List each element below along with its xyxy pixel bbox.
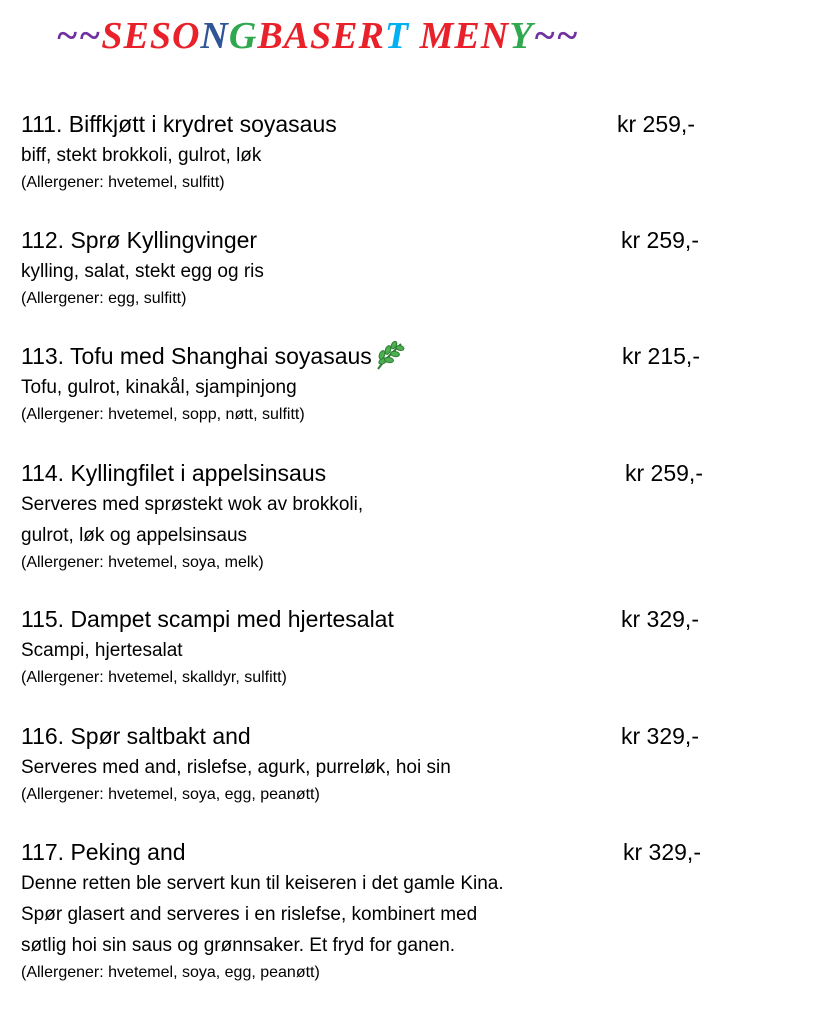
menu-item-description: biff, stekt brokkoli, gulrot, løk: [21, 145, 262, 166]
title-letter: ~: [56, 15, 79, 57]
menu-item: [21, 603, 721, 690]
title-letter: ~: [533, 15, 557, 57]
menu-item-name: [21, 836, 186, 868]
menu-item-allergens: (Allergener: hvetemel, soya, egg, peanøtt): [21, 786, 320, 803]
menu-item: [21, 720, 721, 807]
menu-item-allergens: (Allergener: hvetemel, sopp, nøtt, sulfitt): [21, 406, 305, 423]
title-letter: S: [101, 15, 124, 57]
leaf-icon: [374, 340, 406, 372]
title-letter: ~: [556, 15, 579, 57]
title-letter: Y: [509, 15, 534, 57]
menu-item-header: [21, 108, 721, 140]
menu-item-price: kr 259,-: [617, 111, 695, 137]
menu-item-name: [21, 457, 326, 489]
menu-item: [21, 457, 721, 575]
menu-item-allergens: (Allergener: hvetemel, soya, melk): [21, 554, 264, 571]
menu-item-name-text: 117. Peking and: [21, 839, 186, 865]
menu-item-price: kr 215,-: [622, 343, 700, 369]
menu-item-description: Scampi, hjertesalat: [21, 640, 183, 661]
menu-item-name: [21, 108, 337, 140]
menu-item-header: [21, 340, 721, 372]
menu-item-name: [21, 340, 406, 372]
menu-item-price: kr 259,-: [621, 227, 699, 253]
menu-item-description: Tofu, gulrot, kinakål, sjampinjong: [21, 377, 297, 398]
title-letter: E: [454, 15, 481, 57]
menu-item-price: kr 329,-: [621, 723, 699, 749]
title-letter: ~: [78, 15, 102, 57]
menu-item-name-text: 113. Tofu med Shanghai soyasaus: [21, 343, 372, 369]
menu-item-description: Spør glasert and serveres i en rislefse, kombinert med: [21, 904, 478, 925]
menu-item-name-text: 116. Spør saltbakt and: [21, 723, 251, 749]
menu-title: [56, 14, 579, 58]
menu-item-header: [21, 720, 721, 752]
menu-item-header: [21, 457, 721, 489]
menu-item-description: gulrot, løk og appelsinsaus: [21, 525, 248, 546]
title-letter: E: [332, 15, 359, 57]
menu-item-description: Serveres med sprøstekt wok av brokkoli,: [21, 494, 364, 515]
menu-item-allergens: (Allergener: hvetemel, soya, egg, peanøtt): [21, 964, 320, 981]
menu-item-price: kr 329,-: [623, 839, 701, 865]
menu-item-header: [21, 603, 721, 635]
title-letter: N: [480, 15, 510, 57]
title-letter: T: [384, 15, 410, 57]
menu-item: [21, 224, 721, 311]
title-letter: S: [310, 15, 333, 57]
title-letter: E: [123, 15, 150, 57]
title-letter: G: [228, 15, 258, 57]
menu-item: [21, 340, 721, 427]
title-letter: [409, 14, 420, 58]
menu-item: [21, 836, 721, 985]
title-letter: O: [171, 15, 201, 57]
title-letter: N: [200, 15, 229, 57]
menu-item-name-text: 115. Dampet scampi med hjertesalat: [21, 606, 394, 632]
menu-item-name: [21, 224, 257, 256]
menu-item-allergens: (Allergener: hvetemel, sulfitt): [21, 174, 225, 191]
menu-item-allergens: (Allergener: egg, sulfitt): [21, 290, 187, 307]
title-letter: M: [419, 15, 455, 57]
menu-item-description: Serveres med and, rislefse, agurk, purreløk, hoi sin: [21, 757, 451, 778]
menu-item-header: [21, 836, 721, 868]
menu-item-name-text: 111. Biffkjøtt i krydret soyasaus: [21, 111, 337, 137]
title-letter: S: [149, 15, 172, 57]
menu-item-header: [21, 224, 721, 256]
title-letter: A: [283, 15, 311, 57]
menu-item-description: Denne retten ble servert kun til keiseren i det gamle Kina.: [21, 873, 504, 894]
menu-item-description: søtlig hoi sin saus og grønnsaker. Et fryd for ganen.: [21, 935, 456, 956]
menu-item-name: [21, 603, 394, 635]
menu-item-name-text: 114. Kyllingfilet i appelsinsaus: [21, 460, 327, 486]
menu-item-price: kr 259,-: [625, 460, 703, 486]
menu-item-name-text: 112. Sprø Kyllingvinger: [21, 227, 258, 253]
menu-item-price: kr 329,-: [621, 606, 699, 632]
title-letter: B: [257, 15, 284, 57]
title-letter: R: [358, 15, 385, 57]
menu-item-allergens: (Allergener: hvetemel, skalldyr, sulfitt): [21, 669, 287, 686]
menu-item-name: [21, 720, 251, 752]
menu-item-description: kylling, salat, stekt egg og ris: [21, 261, 264, 282]
menu-item: [21, 108, 721, 195]
